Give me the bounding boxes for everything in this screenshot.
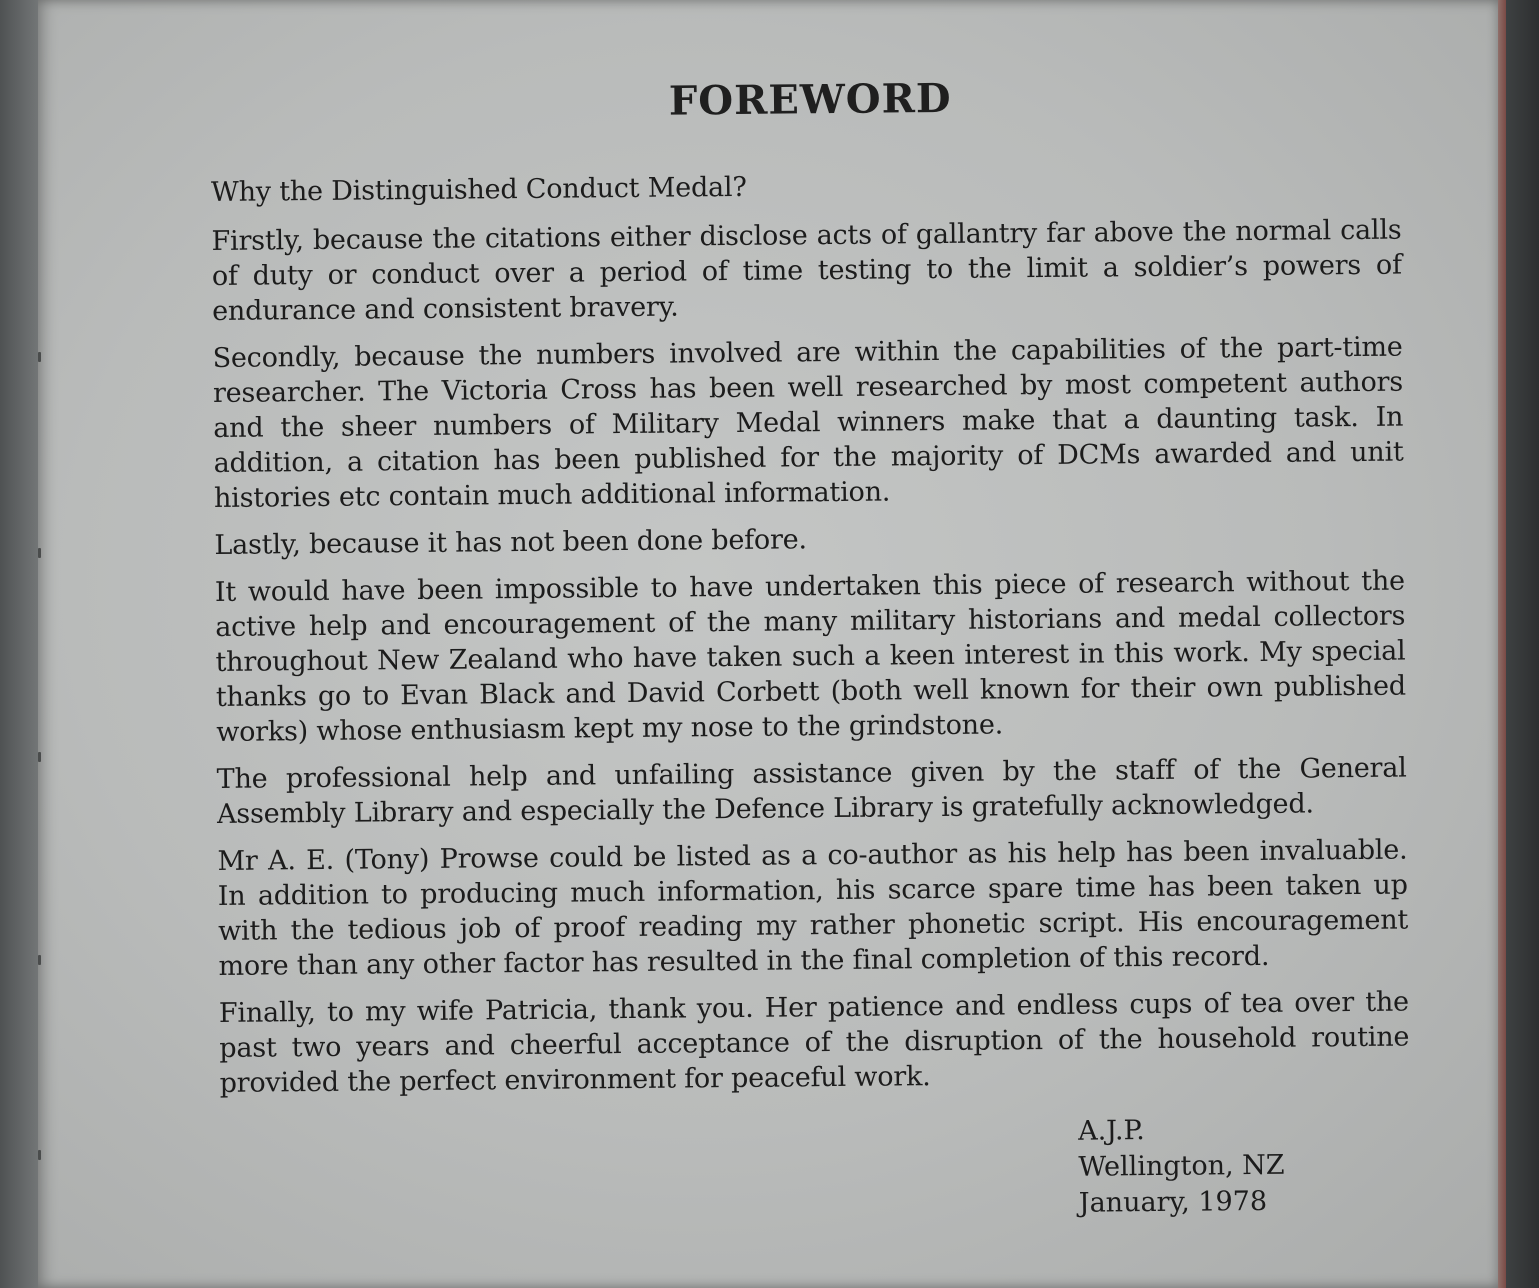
binding-stitch bbox=[38, 752, 41, 762]
paragraph-acknowledgement-wife: Finally, to my wife Patricia, thank you. Her patience and endless cups of tea over the past two years and cheerful acceptance of the disruption of the household routine provided the perfect environment for peaceful work. bbox=[218, 986, 1410, 1099]
binding-stitch bbox=[38, 548, 41, 558]
signature-initials: A.J.P. bbox=[1077, 1115, 1145, 1147]
paragraph-question: Why the Distinguished Conduct Medal? bbox=[210, 171, 747, 208]
signature-block bbox=[1078, 1112, 1285, 1222]
paragraph-acknowledgement-prowse: Mr A. E. (Tony) Prowse could be listed as a co-author as his help has been invaluable. In addition to producing much information, his scarce spare time has been taken up with the tedious job of proof reading my rather phonetic script. His encouragement more than any other factor has resulted in the final completion of this record. bbox=[217, 834, 1409, 982]
paragraph-firstly: Firstly, because the citations either disclose acts of gallantry far above the normal calls of duty or conduct over a period of time testing to the limit a soldier’s powers of endurance and consistent bravery. bbox=[211, 214, 1402, 327]
signature-place: Wellington, NZ bbox=[1078, 1149, 1285, 1183]
page-edge bbox=[1498, 0, 1506, 1288]
page-text bbox=[210, 71, 1410, 1219]
binding-stitch bbox=[38, 955, 41, 965]
signature-date: January, 1978 bbox=[1078, 1185, 1268, 1219]
paragraph-acknowledgement-historians: It would have been impossible to have undertaken this piece of research without the active help and encouragement of the many military historians and medal collectors throughout New Zealand who have taken such a keen interest in this work. My special thanks go to Evan Black and David Corbett (both well known for their own published works) whose enthusiasm kept my nose to the grindstone. bbox=[214, 565, 1407, 748]
paragraph-secondly: Secondly, because the numbers involved are within the capabilities of the part-time researcher. The Victoria Cross has been well researched by most competent authors and the sheer numbers of Military Medal winners make that a daunting task. In addition, a citation has been published for the majority of DCMs awarded and unit histories etc contain much additional information. bbox=[212, 331, 1404, 514]
paragraph-acknowledgement-library: The professional help and unfailing assistance given by the staff of the General Assembly Library and especially the Defence Library is gratefully acknowledged. bbox=[216, 752, 1407, 830]
background-surface bbox=[1506, 0, 1539, 1288]
page-title: FOREWORD bbox=[668, 74, 952, 125]
binding-stitch bbox=[38, 1150, 41, 1160]
binding-stitch bbox=[38, 352, 41, 362]
book-page bbox=[38, 0, 1500, 1288]
paragraph-lastly: Lastly, because it has not been done before. bbox=[214, 524, 808, 561]
